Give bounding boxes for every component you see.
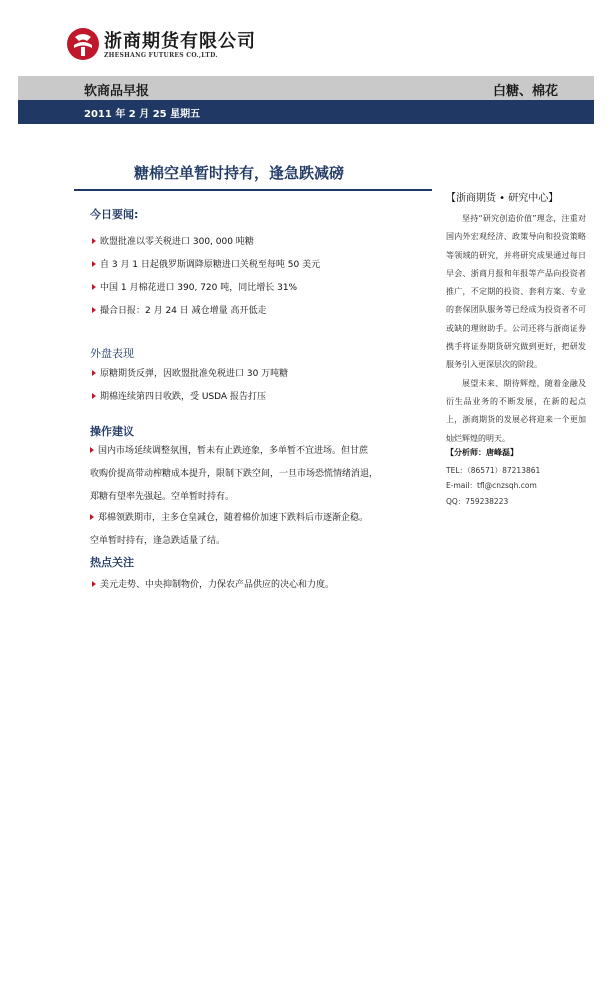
list-item: 期棉连续第四日收跌，受 USDA 报告打压: [92, 389, 266, 402]
list-item: 原糖期货反弹，因欧盟批准免税进口 30 万吨糖: [92, 366, 288, 379]
report-type: 软商品早报: [84, 84, 150, 99]
bullet-arrow-icon: [92, 307, 96, 313]
advice-paragraph-sugar: 国内市场延续调整氛围，暂未有止跌迹象，多单暂不宜进场。但甘蔗 收购价提高带动榨糖成本提升，限制下跌空间，一旦市场恐慌情绪消退， 郑糖有望率先强起。空单暂时持有。: [90, 446, 379, 502]
company-name-cn: 浙商期货有限公司: [104, 31, 256, 52]
analyst-tel: TEL：（86571）87213861: [446, 466, 541, 475]
bullet-arrow-icon: [92, 393, 96, 399]
bullet-arrow-icon: [92, 238, 96, 244]
sidebar-intro: 坚持“研究创造价值”理念，注重对国内外宏观经济、政策导向和投资策略等领域的研究，并将研究成果通过每日早会、浙商月报和年报等产品向投资者推广，不定期的投资、套利方案、专业的套保团队服务等已经成为投资者不可或缺的理财助手。公司还将与浙商证券携手将证券期货研究做到更好，把研发服务引入更深层次的阶段。 展望未来、期待辉煌，随着金融及衍生品业务的不断发展，在新的起点上，浙商期货的发展必将迎来一个更加灿烂辉煌的明天。: [446, 214, 586, 443]
bullet-arrow-icon: [92, 261, 96, 267]
analyst-qq: QQ：759238223: [446, 497, 509, 506]
list-item: 美元走势、中央抑制物价，力保农产品供应的决心和力度。: [92, 577, 334, 590]
list-item: 中国 1 月棉花进口 390, 720 吨，同比增长 31%: [92, 280, 297, 293]
bullet-arrow-icon: [90, 447, 94, 453]
bullet-arrow-icon: [92, 284, 96, 290]
company-name-en: ZHESHANG FUTURES CO.,LTD.: [104, 52, 218, 59]
list-item: 撮合日报：2 月 24 日 减仓增量 高开低走: [92, 303, 266, 316]
analyst-email: E-mail：tfl@cnzsqh.com: [446, 481, 537, 490]
bullet-arrow-icon: [90, 514, 94, 520]
section-heading-overseas: 外盘表现: [90, 347, 134, 360]
company-logo-icon: [66, 27, 100, 61]
bullet-arrow-icon: [92, 370, 96, 376]
section-heading-today-news: 今日要闻:: [90, 208, 139, 221]
advice-paragraph-cotton: 郑棉领跌期市，主多仓皇减仓，随着棉价加速下跌料后市逐渐企稳。 空单暂时持有，逢急跌适量了结。: [90, 513, 369, 546]
page-title: 糖棉空单暂时持有，逢急跌减磅: [134, 164, 345, 182]
bullet-arrow-icon: [92, 581, 96, 587]
commodities-label: 白糖、棉花: [492, 84, 558, 99]
sidebar-title: 【浙商期货 • 研究中心】: [446, 193, 559, 204]
report-type-band: [18, 76, 594, 100]
list-item: 自 3 月 1 日起俄罗斯调降原糖进口关税至每吨 50 美元: [92, 257, 320, 270]
analyst-title: 【分析师：唐峰磊】: [446, 448, 518, 457]
title-divider: [74, 189, 432, 191]
section-heading-advice: 操作建议: [90, 425, 134, 438]
date-band: [18, 100, 594, 124]
list-item: 欧盟批准以零关税进口 300, 000 吨糖: [92, 234, 254, 247]
report-date: 2011 年 2 月 25 星期五: [84, 109, 201, 120]
section-heading-hot: 热点关注: [90, 556, 134, 569]
